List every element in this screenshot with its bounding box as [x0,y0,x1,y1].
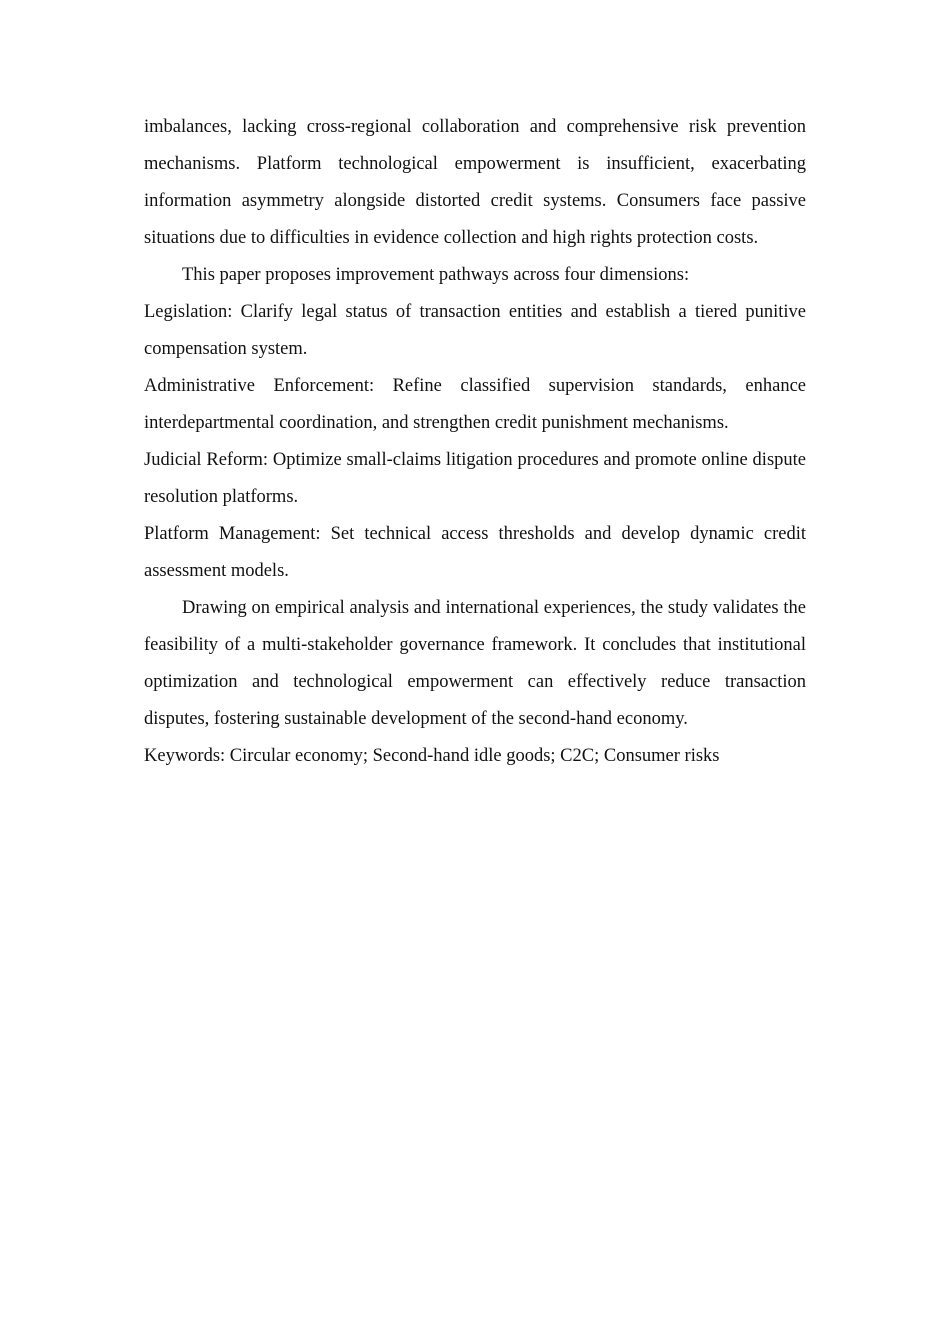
improvement-pathways-intro: This paper proposes improvement pathways across four dimensions: [182,265,690,285]
keywords-line: Keywords: Circular economy; Second-hand idle goods; C2C; Consumer risks [144,746,720,766]
conclusion-paragraph: Drawing on empirical analysis and international experiences, the study validates the feasibility of a multi-stakeholder governance framework. It concludes that institutional optimization and technological empowerment can effectively reduce transaction disputes, fostering sustainable development of the second-hand economy. [144,598,806,729]
pathway-administrative-enforcement: Administrative Enforcement: Refine classified supervision standards, enhance interdepartmental coordination, and strengthen credit punishment mechanisms. [144,376,806,433]
pathway-judicial-reform: Judicial Reform: Optimize small-claims litigation procedures and promote online dispute resolution platforms. [144,450,806,507]
abstract-paragraph-continued: imbalances, lacking cross-regional collaboration and comprehensive risk prevention mechanisms. Platform technological empowerment is insufficient, exacerbating information asymmetry alongside distorted credit systems. Consumers face passive situations due to difficulties in evidence collection and high rights protection costs. [144,117,806,248]
pathway-legislation: Legislation: Clarify legal status of transaction entities and establish a tiered punitive compensation system. [144,302,806,359]
document-page [144,109,806,775]
pathway-platform-management: Platform Management: Set technical access thresholds and develop dynamic credit assessment models. [144,524,806,581]
